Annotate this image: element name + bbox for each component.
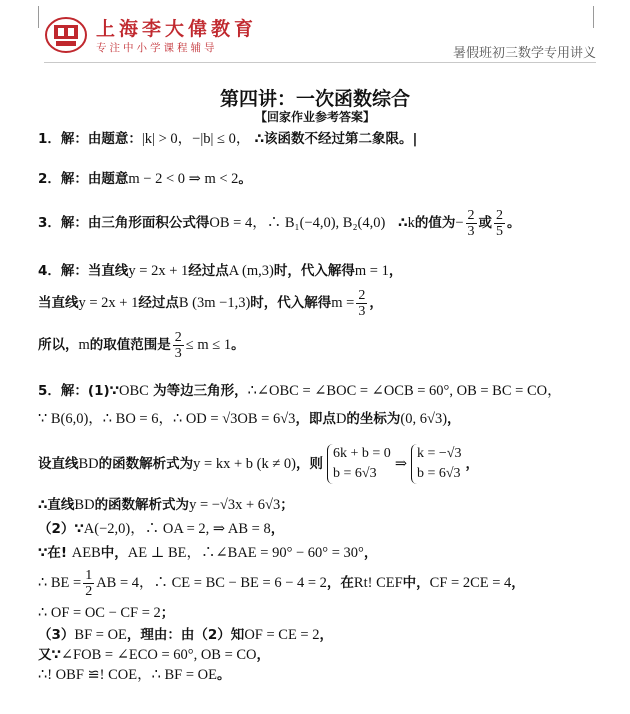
answer-text: 的坐标为 <box>346 411 401 427</box>
answer-text: 的值为 <box>414 215 456 231</box>
answer-3 <box>38 206 521 240</box>
brand-tagline: 专注中小学课程辅导 <box>96 42 218 54</box>
answer-text: ∴ <box>398 215 408 231</box>
answer-number: 3．解： <box>38 215 88 231</box>
math-expression: m − 2 < 0 ⇒ m < 2 <box>128 171 239 187</box>
fraction-denominator: 3 <box>467 223 475 239</box>
answer-text: 。 <box>507 215 521 231</box>
math-expression: ∴∠OBC = ∠BOC = ∠OCB = 60°, OB = BC = CO， <box>247 383 562 399</box>
answer-text: 或 <box>478 215 493 231</box>
answer-number: 5．解：(1)∵ <box>38 383 120 399</box>
math-expression: m = 1 <box>354 263 389 279</box>
math-expression: y = 2x + 1 <box>78 295 139 311</box>
answer-number: 2．解： <box>38 171 88 187</box>
math-expression: m <box>78 337 90 353</box>
fraction-numerator: 2 <box>467 207 475 223</box>
math-expression: OB = 4，∴ B₁(−4,0), B₂(4,0) <box>209 215 386 231</box>
math-expression: A (m,3) <box>228 263 274 279</box>
math-expression: ∴ OF = OC − CF = 2 <box>38 605 161 621</box>
answer-text: ， <box>256 647 271 663</box>
answer-text: 的取值范围是 <box>89 337 171 353</box>
answer-text: 的函数解析式为 <box>94 497 190 513</box>
answer-text: ； <box>160 605 175 621</box>
equation-system <box>411 444 461 484</box>
answer-text: ， <box>369 295 383 311</box>
answer-5-line-11 <box>38 666 230 684</box>
answer-5-line-9 <box>38 626 333 644</box>
page-title: 第四讲：一次函数综合 <box>219 88 410 110</box>
fraction <box>356 288 367 319</box>
answer-5-line-1 <box>38 382 562 400</box>
fraction-denominator: 3 <box>358 303 366 319</box>
answer-text: 由题意： <box>87 131 142 147</box>
math-expression: AEB <box>71 545 101 561</box>
equation: b = 6√3 <box>416 466 461 481</box>
answer-text: 为等边三角形， <box>153 383 248 399</box>
handout-label: 暑假班初三数学专用讲义 <box>452 46 596 61</box>
implies-arrow: ⇒ <box>394 456 407 472</box>
answer-5-line-6 <box>38 544 377 562</box>
answer-2 <box>38 170 252 188</box>
math-expression: y = 2x + 1 <box>128 263 189 279</box>
answer-5-line-8 <box>38 604 174 622</box>
answer-5-line-10 <box>38 646 270 664</box>
math-expression: (0, 6√3) <box>400 411 448 427</box>
math-expression: y = −√3x + 6√3 <box>189 497 281 513</box>
fraction-denominator: 5 <box>496 223 504 239</box>
answer-text: 经过点 <box>138 295 179 311</box>
math-expression: D <box>335 411 347 427</box>
math-expression: BD <box>78 456 99 472</box>
fraction <box>173 330 184 361</box>
math-expression: AB = 4，∴ CE = BC − BE = 6 − 4 = 2 <box>96 575 327 591</box>
math-expression: ∴ BE = <box>38 575 82 591</box>
answer-text: 时，代入解得 <box>250 295 332 311</box>
page-subtitle: 【回家作业参考答案】 <box>254 110 375 124</box>
math-expression: − <box>455 215 464 231</box>
answer-text: ∵在! <box>38 545 72 561</box>
brand-name: 上海李大偉教育 <box>96 18 258 40</box>
math-expression: ≤ m ≤ 1 <box>185 337 232 353</box>
equation-system <box>327 444 391 484</box>
answer-text: 。 <box>231 337 245 353</box>
answer-text: 当直线 <box>87 263 129 279</box>
answer-text: ，即点 <box>295 411 336 427</box>
answer-4-line-2 <box>38 286 383 320</box>
answer-number: 1．解： <box>38 131 88 147</box>
answer-text: 设直线 <box>38 456 79 472</box>
math-expression: OF = CE = 2 <box>244 627 320 643</box>
page-corner-mark-left <box>38 6 39 28</box>
math-expression: CF = 2CE = 4 <box>429 575 512 591</box>
math-expression: ∵ B(6,0)，∴ BO = 6，∴ OD = √3OB = 6√3 <box>38 411 296 427</box>
answer-text: 的函数解析式为 <box>98 456 194 472</box>
fraction-numerator: 2 <box>358 287 366 303</box>
answer-text: ， <box>447 411 461 427</box>
fraction-numerator: 2 <box>496 207 504 223</box>
answer-text: 由题意 <box>87 171 129 187</box>
math-expression: OBC <box>119 383 149 399</box>
answer-5-line-3 <box>38 440 479 488</box>
answer-text: 又∵ <box>38 647 61 663</box>
brand-logo-icon <box>44 16 88 54</box>
answer-text: 由三角形面积公式得 <box>87 215 210 231</box>
page-header <box>44 10 596 62</box>
answer-text: ， <box>465 456 479 472</box>
math-expression: BD <box>74 497 95 513</box>
answer-4-line-3 <box>38 328 245 362</box>
answer-text: 中， <box>100 545 128 561</box>
fraction-denominator: 3 <box>174 345 182 361</box>
answer-text: ； <box>280 497 294 513</box>
answer-text: ， <box>319 627 333 643</box>
equation: b = 6√3 <box>333 466 377 481</box>
math-expression: ∴! OBF ≌! COE，∴ BF = OE <box>38 667 217 683</box>
math-expression: B (3m −1,3) <box>178 295 251 311</box>
answer-text: 经过点 <box>188 263 229 279</box>
answer-text: ∴该函数不经过第二象限。| <box>254 131 418 147</box>
answer-text: ，则 <box>296 456 324 472</box>
header-divider <box>44 62 596 63</box>
math-expression: k <box>407 215 415 231</box>
math-expression: |k| > 0，−|b| ≤ 0， <box>141 131 251 147</box>
answer-text: （2）∵ <box>38 521 84 537</box>
answer-number: 4．解： <box>38 263 88 279</box>
fraction <box>466 208 477 239</box>
math-expression: BF = OE <box>74 627 127 643</box>
fraction <box>83 568 94 599</box>
math-expression: A(−2,0)，∴ OA = 2, ⇒ AB = 8 <box>83 521 271 537</box>
answer-text: ，理由：由（2）知 <box>126 627 245 643</box>
answer-text: 当直线 <box>38 295 79 311</box>
math-expression: m = <box>331 295 355 311</box>
answer-5-line-7 <box>38 566 525 600</box>
math-expression: AE ⊥ BE，∴∠BAE = 90° − 60° = 30° <box>127 545 364 561</box>
math-expression: y = kx + b (k ≠ 0) <box>193 456 297 472</box>
answer-text: ∴直线 <box>38 497 75 513</box>
answer-text: ， <box>511 575 525 591</box>
equation: 6k + b = 0 <box>333 446 391 461</box>
fraction-numerator: 2 <box>174 329 182 345</box>
answer-text: 。 <box>238 171 252 187</box>
answer-text: （3） <box>38 627 75 643</box>
answer-text: 。 <box>216 667 231 683</box>
answer-text: ，在 <box>326 575 354 591</box>
answer-text: 所以， <box>38 337 79 353</box>
answer-5-line-2 <box>38 410 461 428</box>
math-expression: ∠FOB = ∠ECO = 60°, OB = CO <box>60 647 257 663</box>
fraction-numerator: 1 <box>85 567 93 583</box>
answer-text: ， <box>363 545 378 561</box>
fraction-denominator: 2 <box>85 583 93 599</box>
answer-4-line-1 <box>38 262 402 280</box>
answer-1 <box>38 130 417 148</box>
equation: k = −√3 <box>416 446 462 461</box>
answer-text: ， <box>388 263 403 279</box>
answer-5-line-4 <box>38 496 294 514</box>
fraction <box>494 208 505 239</box>
answer-text: 时，代入解得 <box>273 263 355 279</box>
answer-text: 中， <box>402 575 430 591</box>
answer-text: ， <box>270 521 285 537</box>
math-expression: Rt! CEF <box>353 575 403 591</box>
answer-5-line-5 <box>38 520 284 538</box>
